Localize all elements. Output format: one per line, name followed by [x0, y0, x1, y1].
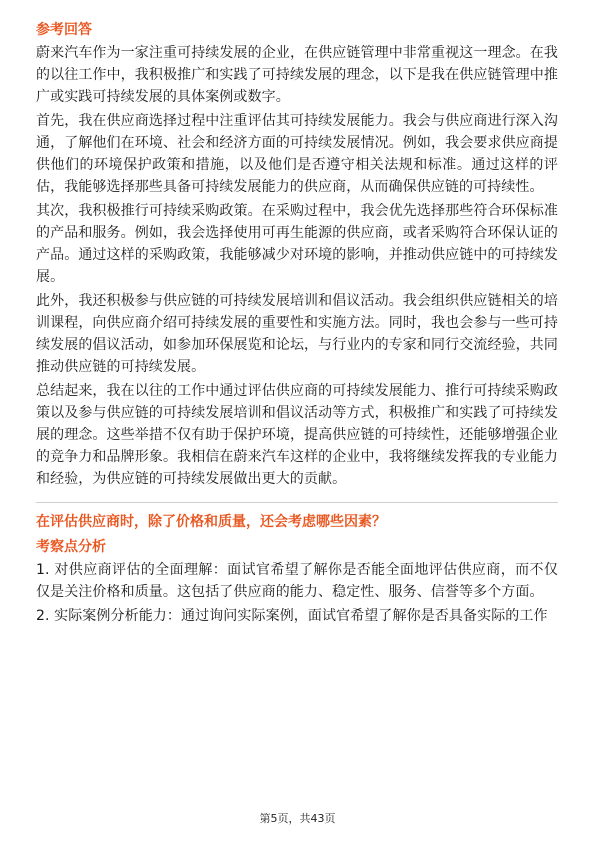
answer-paragraph-2: 首先，我在供应商选择过程中注重评估其可持续发展能力。我会与供应商进行深入沟通，了解他们在环境、社会和经济方面的可持续发展情况。例如，我会要求供应商提供他们的环境保护政策和措施，以及他们是否遵守相关法规和标准。通过这样的评估，我能够选择那些具备可持续发展能力的供应商，从而确保供应链的可持续性。 [36, 113, 558, 195]
section-divider [36, 502, 558, 503]
analysis-title: 考察点分析 [36, 539, 106, 555]
answer-paragraph-4: 此外，我还积极参与供应链的可持续发展培训和倡议活动。我会组织供应链相关的培训课程，向供应商介绍可持续发展的重要性和实施方法。同时，我也会参与一些可持续发展的倡议活动，如参加环保展览和论坛，与行业内的专家和同行交流经验，共同推动供应链的可持续发展。 [36, 293, 558, 375]
analysis-item-2: 2. 实际案例分析能力：通过询问实际案例，面试官希望了解你是否具备实际的工作 [36, 608, 548, 624]
page-number: 第5页，共43页 [259, 812, 336, 825]
analysis-item-1: 1. 对供应商评估的全面理解：面试官希望了解你是否能全面地评估供应商，而不仅仅是关注价格和质量。这包括了供应商的能力、稳定性、服务、信誉等多个方面。 [36, 562, 558, 600]
answer-title: 参考回答 [36, 22, 92, 38]
question-heading: 在评估供应商时，除了价格和质量，还会考虑哪些因素？ [36, 514, 386, 530]
page-content [36, 20, 558, 629]
answer-paragraph-3: 其次，我积极推行可持续采购政策。在采购过程中，我会优先选择那些符合环保标准的产品和服务。例如，我会选择使用可再生能源的供应商，或者采购符合环保认证的产品。通过这样的采购政策，我能够减少对环境的影响，并推动供应链中的可持续发展。 [36, 203, 558, 285]
answer-paragraph-5: 总结起来，我在以往的工作中通过评估供应商的可持续发展能力、推行可持续采购政策以及参与供应链的可持续发展培训和倡议活动等方式，积极推广和实践了可持续发展的理念。这些举措不仅有助于保护环境，提高供应链的可持续性，还能够增强企业的竞争力和品牌形象。我相信在蔚来汽车这样的企业中，我将继续发挥我的专业能力和经验，为供应链的可持续发展做出更大的贡献。 [36, 383, 558, 487]
answer-paragraph-1: 蔚来汽车作为一家注重可持续发展的企业，在供应链管理中非常重视这一理念。在我的以往工作中，我积极推广和实践了可持续发展的理念，以下是我在供应链管理中推广或实践可持续发展的具体案例或数字。 [36, 45, 558, 105]
